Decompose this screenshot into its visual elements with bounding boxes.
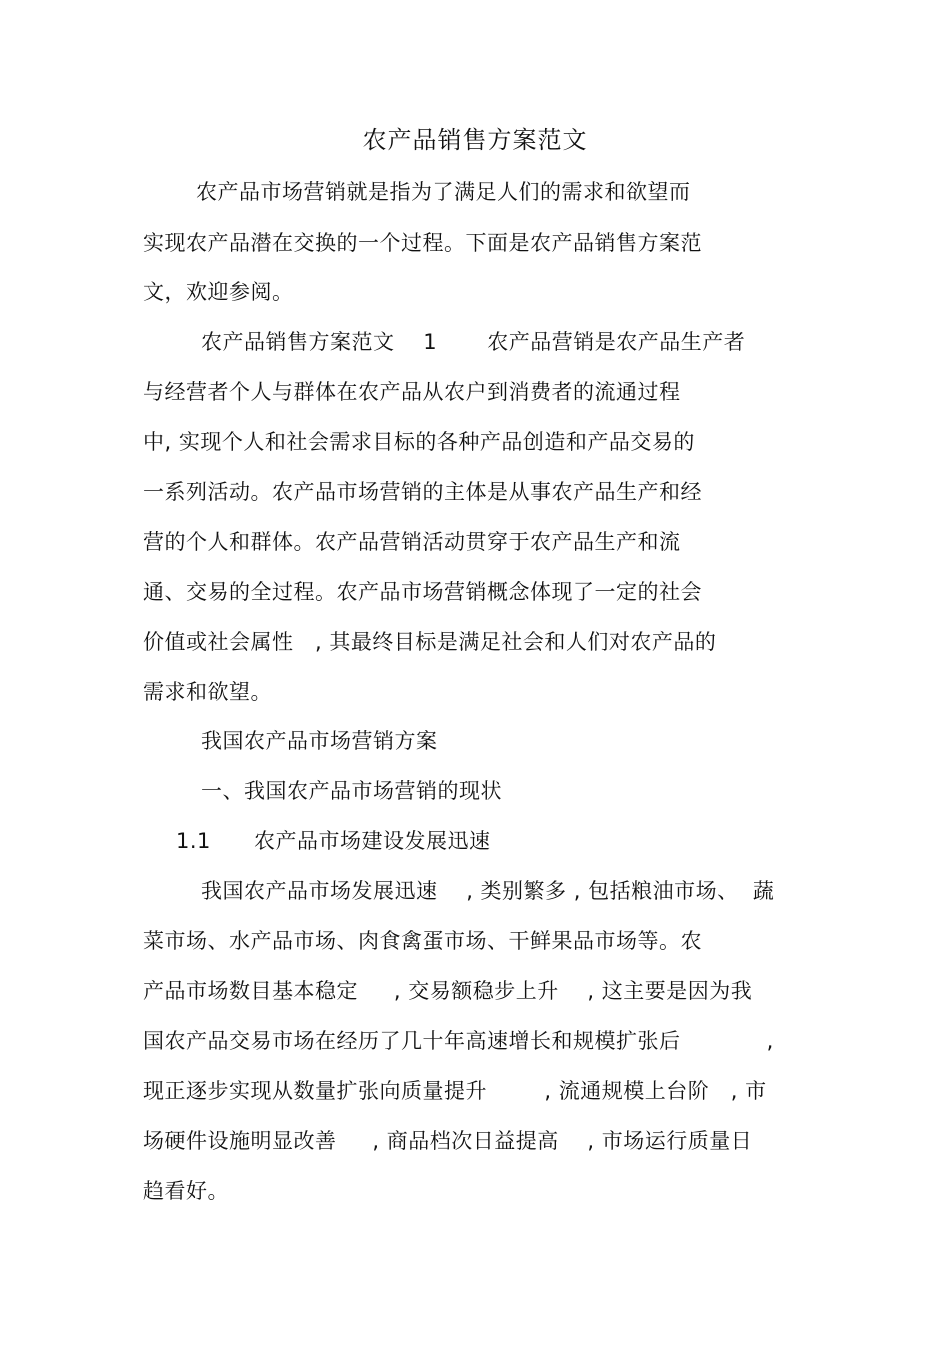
paragraph-line: 一系列活动。农产品市场营销的主体是从事农产品生产和经 (143, 480, 702, 504)
paragraph-line: 与经营者个人与群体在农产品从农户到消费者的流通过程 (143, 380, 681, 404)
paragraph-line: 趋看好。 (143, 1179, 229, 1203)
subsection-heading: 1.1 农产品市场建设发展迅速 (176, 829, 491, 853)
paragraph-line: 菜市场、水产品市场、肉食禽蛋市场、干鲜果品市场等。农 (143, 929, 702, 953)
section-heading: 我国农产品市场营销方案 (201, 729, 438, 753)
document-title: 农产品销售方案范文 (362, 126, 588, 154)
paragraph-line: 通、交易的全过程。农产品市场营销概念体现了一定的社会 (143, 580, 702, 604)
paragraph-line: 中, 实现个人和社会需求目标的各种产品创造和产品交易的 (143, 430, 695, 454)
paragraph-line: 现正逐步实现从数量扩张向质量提升 , 流通规模上台阶 , 市 (143, 1079, 767, 1103)
paragraph-line: 需求和欲望。 (143, 680, 272, 704)
paragraph-line: 国农产品交易市场在经历了几十年高速增长和规模扩张后 , (143, 1029, 774, 1053)
paragraph-line: 营的个人和群体。农产品营销活动贯穿于农产品生产和流 (143, 530, 681, 554)
paragraph-line: 农产品市场营销就是指为了满足人们的需求和欲望而 (196, 180, 691, 204)
paragraph-line: 实现农产品潜在交换的一个过程。下面是农产品销售方案范 (143, 231, 702, 255)
paragraph-line: 文，欢迎参阅。 (143, 280, 294, 304)
paragraph-line: 价值或社会属性 , 其最终目标是满足社会和人们对农产品的 (143, 630, 717, 654)
paragraph-line: 场硬件设施明显改善 , 商品档次日益提高 , 市场运行质量日 (143, 1129, 753, 1153)
paragraph-line: 农产品销售方案范文 1 农产品营销是农产品生产者 (201, 330, 746, 354)
section-heading: 一、我国农产品市场营销的现状 (201, 779, 502, 803)
paragraph-line: 我国农产品市场发展迅速 , 类别繁多 , 包括粮油市场、 蔬 (201, 879, 775, 903)
paragraph-line: 产品市场数目基本稳定 , 交易额稳步上升 , 这主要是因为我 (143, 979, 753, 1003)
